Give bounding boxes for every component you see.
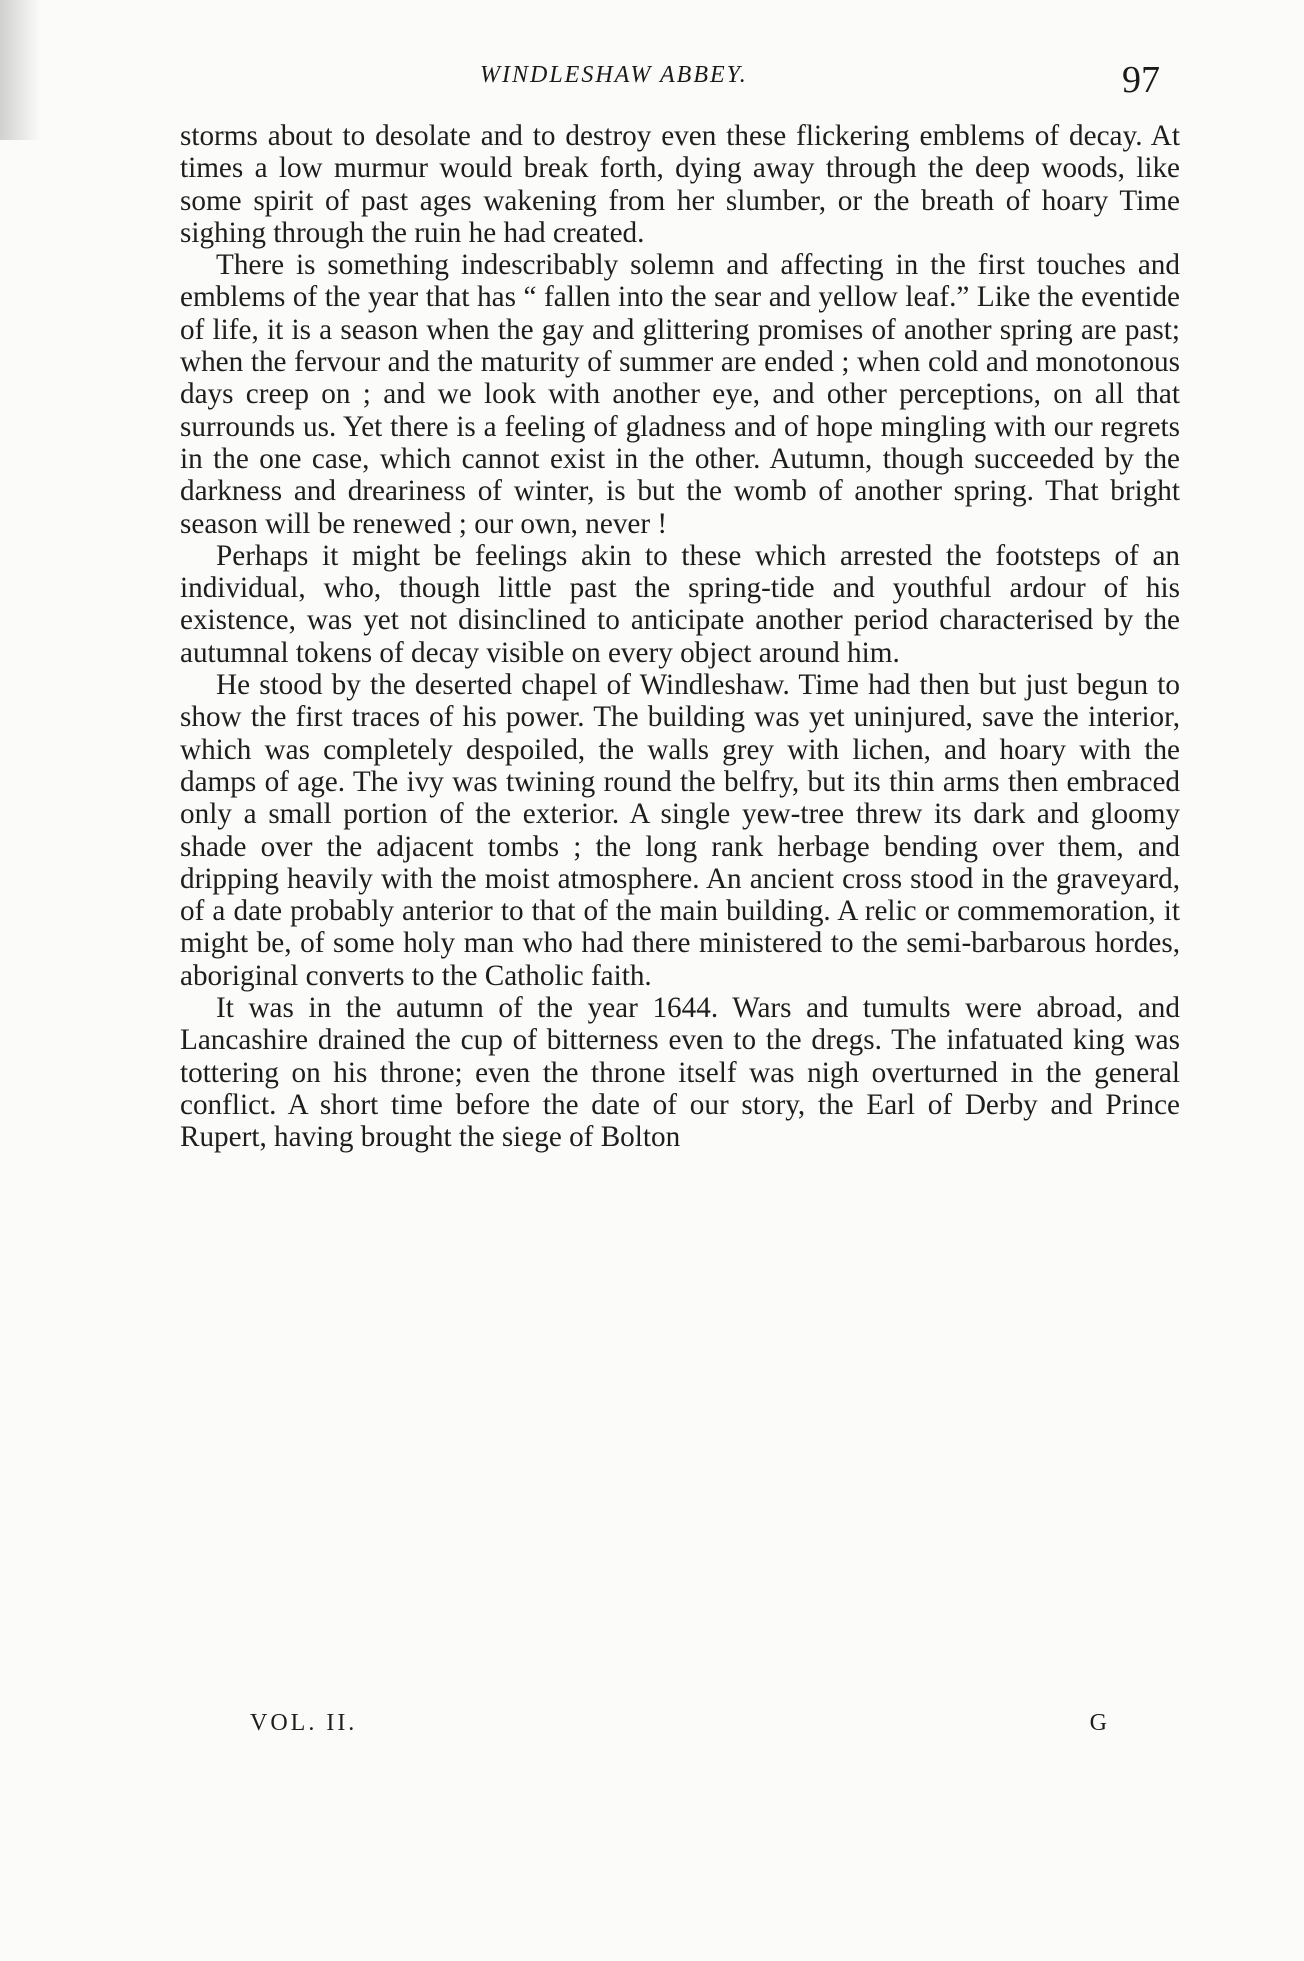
- paragraph: Perhaps it might be feelings akin to these which arrested the footsteps of an individual, who, though little past the spring-tide and youthful ardour of his existence, was yet not disinclined to anticipate another period characterised by the autumnal tokens of decay visible on every object around him.: [180, 539, 1180, 669]
- body-text: [180, 120, 1180, 1154]
- paragraph: storms about to desolate and to destroy even these flickering emblems of decay. At times a low murmur would break forth, dying away through the deep woods, like some spirit of past ages wakening from her slumber, or the breath of hoary Time sighing through the ruin he had created.: [180, 120, 1180, 249]
- signature-mark: G: [1089, 1710, 1110, 1736]
- volume-mark: VOL. II.: [250, 1710, 358, 1736]
- scan-edge-shadow: [0, 0, 40, 140]
- page-footer: [250, 1710, 1110, 1750]
- paragraph: There is something indescribably solemn and affecting in the first touches and emblems of the year that has “ fallen into the sear and yellow leaf.” Like the eventide of life, it is a season when the gay and glittering promises of another spring are past; when the fervour and the maturity of summer are ended ; when cold and monotonous days creep on ; and we look with another eye, and other perceptions, on all that surrounds us. Yet there is a feeling of gladness and of hope mingling with our regrets in the one case, which cannot exist in the other. Autumn, though succeeded by the darkness and dreariness of winter, is but the womb of another spring. That bright season will be renewed ; our own, never !: [180, 249, 1180, 540]
- page-number: 97: [1122, 59, 1160, 101]
- running-head: WINDLESHAW ABBEY.: [480, 62, 748, 88]
- paragraph: He stood by the deserted chapel of Windleshaw. Time had then but just begun to show the first traces of his power. The building was yet uninjured, save the interior, which was completely despoiled, the walls grey with lichen, and hoary with the damps of age. The ivy was twining round the belfry, but its thin arms then embraced only a small portion of the exterior. A single yew-tree threw its dark and gloomy shade over the adjacent tombs ; the long rank herbage bending over them, and dripping heavily with the moist atmosphere. An ancient cross stood in the graveyard, of a date probably anterior to that of the main building. A relic or commemoration, it might be, of some holy man who had there ministered to the semi-barbarous hordes, aboriginal converts to the Catholic faith.: [180, 669, 1180, 992]
- paragraph: It was in the autumn of the year 1644. Wars and tumults were abroad, and Lancashire drained the cup of bitterness even to the dregs. The infatuated king was tottering on his throne; even the throne itself was nigh overturned in the general conflict. A short time before the date of our story, the Earl of Derby and Prince Rupert, having brought the siege of Bolton: [180, 992, 1180, 1154]
- page-header: [150, 58, 1160, 108]
